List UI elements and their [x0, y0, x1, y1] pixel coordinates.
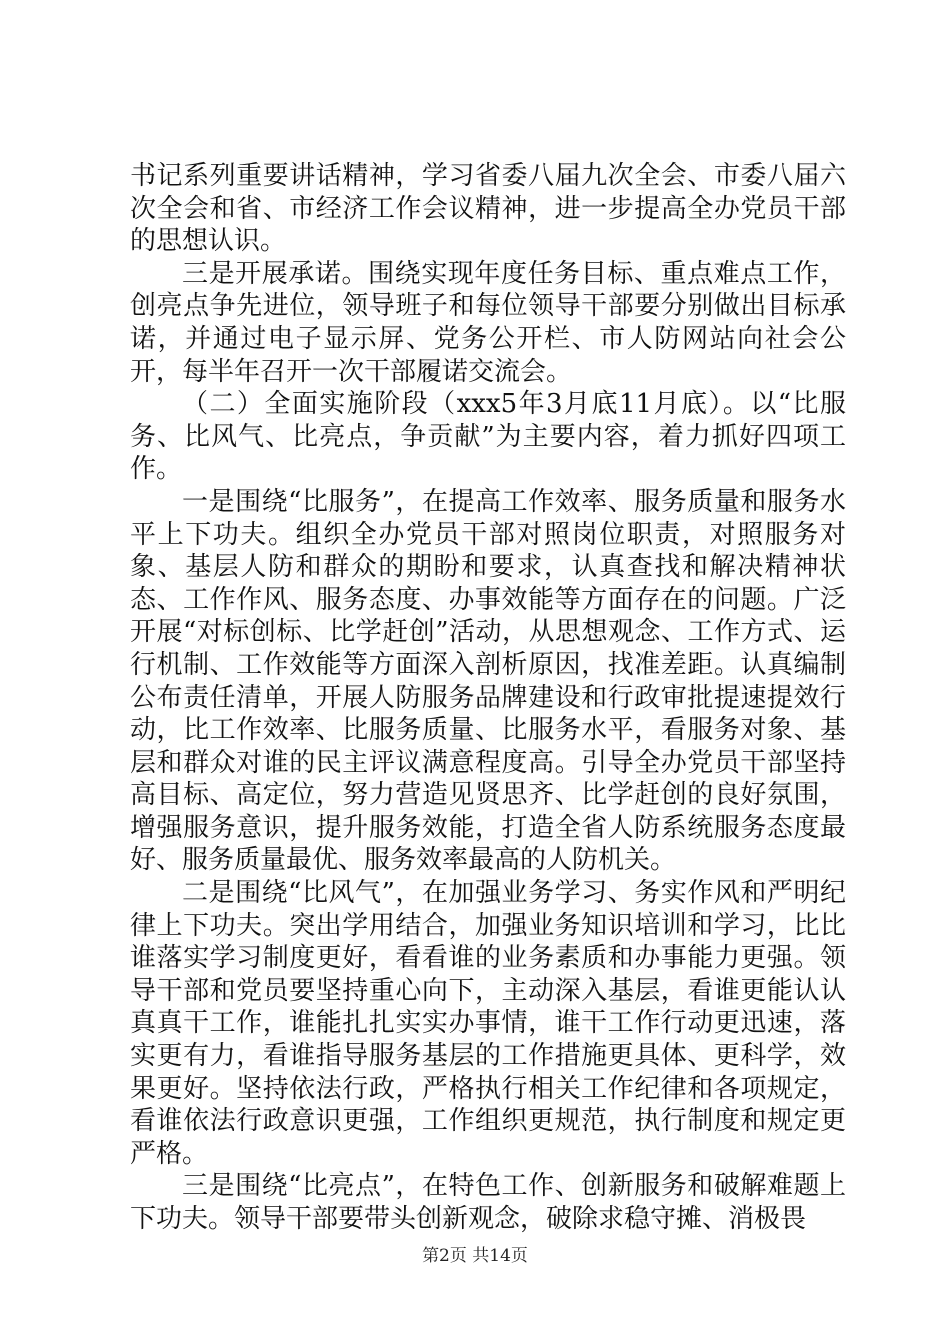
- paragraph-1: 书记系列重要讲话精神，学习省委八届九次全会、市委八届六次全会和省、市经济工作会议精神，进一步提高全办党员干部的思想认识。: [130, 161, 846, 257]
- paragraph-3: （二）全面实施阶段（xxx5年3月底11月底）。以“比服务、比风气、比亮点，争贡献”为主要内容，着力抓好四项工作。: [130, 389, 846, 485]
- page-footer: 第2页 共14页: [422, 1246, 528, 1266]
- body-text: [130, 160, 846, 1236]
- paragraph-2: 三是开展承诺。围绕实现年度任务目标、重点难点工作，创亮点争先进位，领导班子和每位领导干部要分别做出目标承诺，并通过电子显示屏、党务公开栏、市人防网站向社会公开，每半年召开一次干部履诺交流会。: [130, 258, 846, 387]
- paragraph-4: 一是围绕“比服务”，在提高工作效率、服务质量和服务水平上下功夫。组织全办党员干部对照岗位职责，对照服务对象、基层人防和群众的期盼和要求，认真查找和解决精神状态、工作作风、服务态度、办事效能等方面存在的问题。广泛开展“对标创标、比学赶创”活动，从思想观念、工作方式、运行机制、工作效能等方面深入剖析原因，找准差距。认真编制公布责任清单，开展人防服务品牌建设和行政审批提速提效行动，比工作效率、比服务质量、比服务水平，看服务对象、基层和群众对谁的民主评议满意程度高。引导全办党员干部坚持高目标、高定位，努力营造见贤思齐、比学赶创的良好氛围，增强服务意识，提升服务效能，打造全省人防系统服务态度最好、服务质量最优、服务效率最高的人防机关。: [130, 486, 846, 876]
- paragraph-6: 三是围绕“比亮点”，在特色工作、创新服务和破解难题上下功夫。领导干部要带头创新观念，破除求稳守摊、消极畏: [130, 1171, 846, 1234]
- paragraph-5: 二是围绕“比风气”，在加强业务学习、务实作风和严明纪律上下功夫。突出学用结合，加强业务知识培训和学习，比比谁落实学习制度更好，看看谁的业务素质和办事能力更强。领导干部和党员要坚持重心向下，主动深入基层，看谁更能认认真真干工作，谁能扎扎实实办事情，谁干工作行动更迅速，落实更有力，看谁指导服务基层的工作措施更具体、更科学，效果更好。坚持依法行政，严格执行相关工作纪律和各项规定，看谁依法行政意识更强，工作组织更规范，执行制度和规定更严格。: [130, 878, 846, 1169]
